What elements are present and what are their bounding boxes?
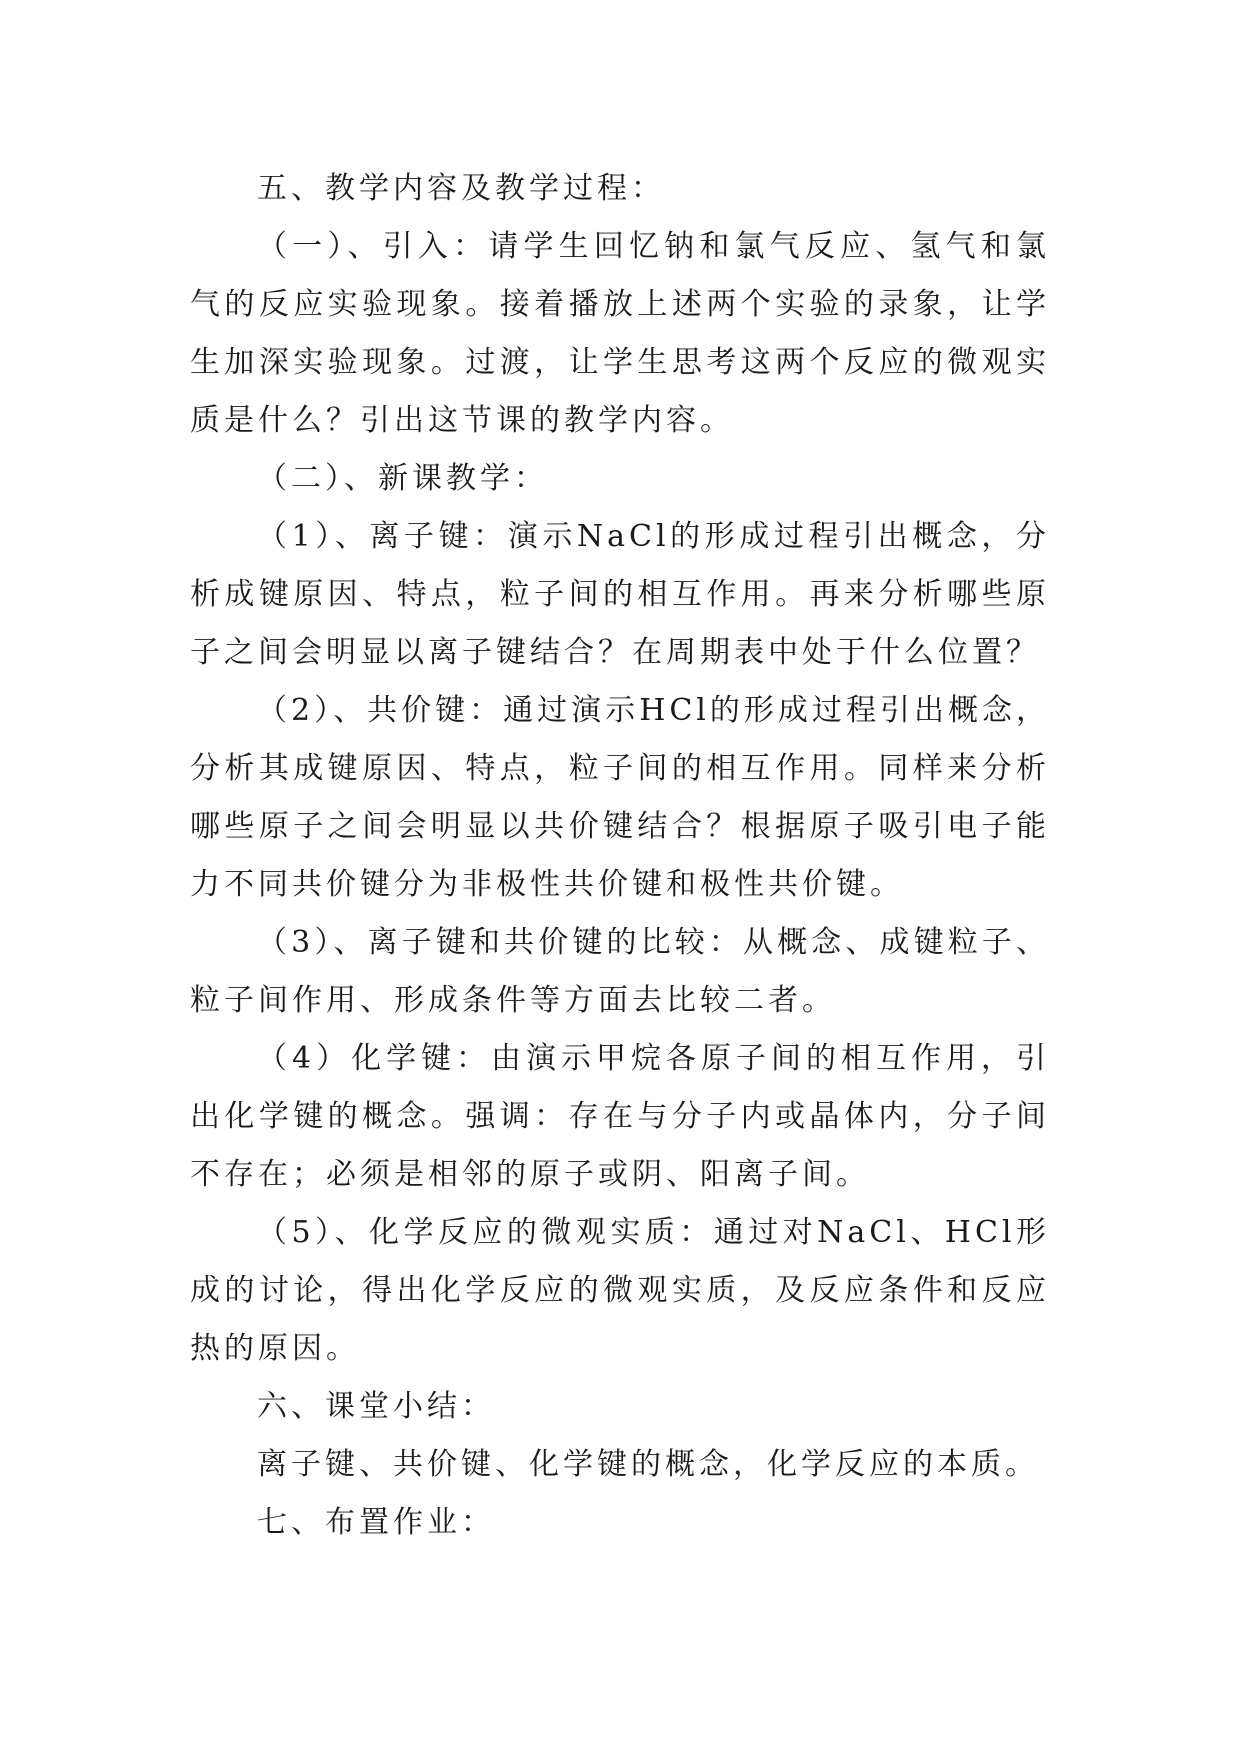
document-body [190, 160, 1050, 1552]
paragraph-covalent-bond: （2）、共价键：通过演示HCl的形成过程引出概念，分析其成键原因、特点，粒子间的相互作用。同样来分析哪些原子之间会明显以共价键结合？根据原子吸引电子能力不同共价键分为非极性共价键和极性共价键。 [190, 693, 1050, 902]
section-heading-homework: 七、布置作业： [257, 1505, 495, 1540]
subheading-new-lesson: （二）、新课教学： [257, 461, 548, 496]
paragraph-introduction: （一）、引入：请学生回忆钠和氯气反应、氢气和氯气的反应实验现象。接着播放上述两个实验的录象，让学生加深实验现象。过渡，让学生思考这两个反应的微观实质是什么？引出这节课的教学内容。 [190, 229, 1050, 438]
paragraph-reaction-essence: （5）、化学反应的微观实质：通过对NaCl、HCl形成的讨论，得出化学反应的微观实质，及反应条件和反应热的原因。 [190, 1215, 1050, 1366]
section-heading-teaching-content: 五、教学内容及教学过程： [257, 171, 665, 206]
paragraph-summary: 离子键、共价键、化学键的概念，化学反应的本质。 [257, 1447, 1039, 1482]
section-heading-summary: 六、课堂小结： [257, 1389, 495, 1424]
paragraph-chemical-bond: （4）化学键：由演示甲烷各原子间的相互作用，引出化学键的概念。强调：存在与分子内或晶体内，分子间不存在；必须是相邻的原子或阴、阳离子间。 [190, 1041, 1050, 1192]
paragraph-bond-comparison: （3）、离子键和共价键的比较：从概念、成键粒子、粒子间作用、形成条件等方面去比较二者。 [190, 925, 1050, 1018]
paragraph-ionic-bond: （1）、离子键：演示NaCl的形成过程引出概念，分析成键原因、特点，粒子间的相互作用。再来分析哪些原子之间会明显以离子键结合？在周期表中处于什么位置？ [190, 519, 1050, 670]
